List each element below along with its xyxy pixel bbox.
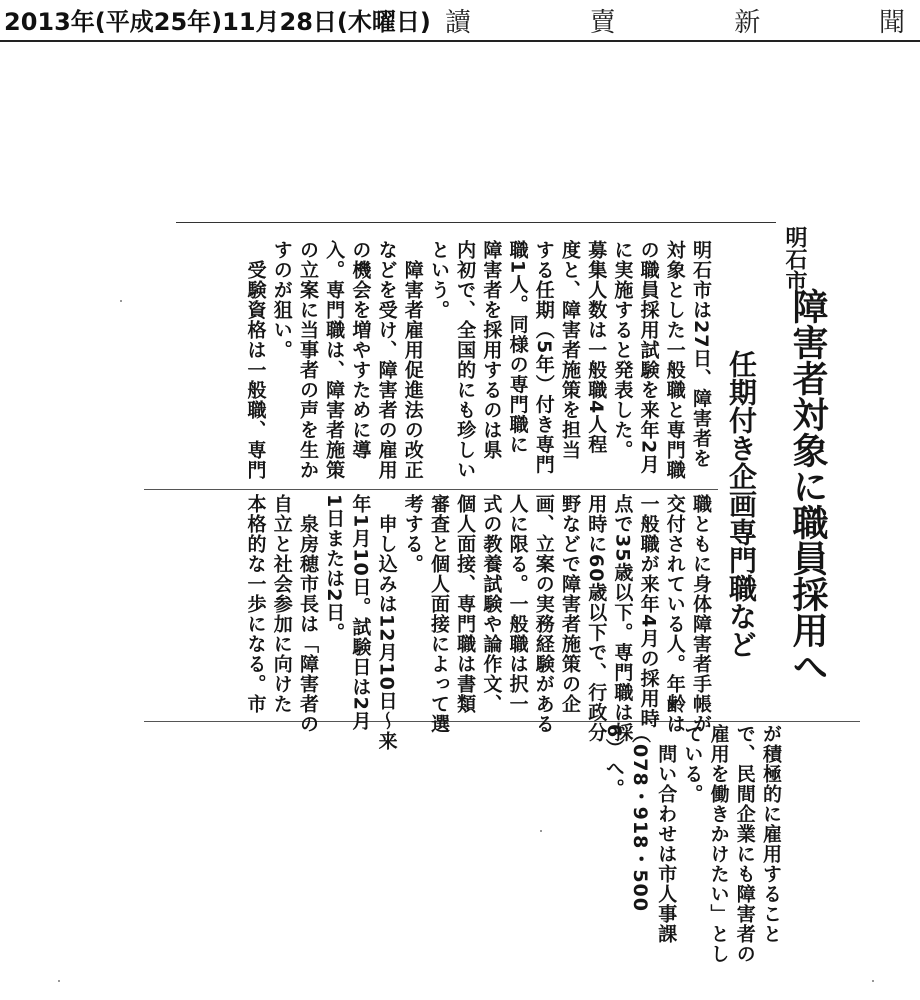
newspaper-name-char: 讀 [444, 8, 471, 38]
dateline [0, 0, 920, 42]
column-divider-rule [144, 489, 718, 490]
article-top-rule [176, 222, 776, 223]
newspaper-name-char: 聞 [878, 8, 905, 38]
publication-date: 2013年(平成25年)11月28日(木曜日) [4, 8, 431, 36]
newspaper-name-char: 賣 [589, 8, 616, 38]
article-headline: 障害者対象に職員採用へ [787, 288, 828, 684]
scan-speck [872, 980, 874, 982]
article-body-lower: が積極的に雇用すること で、民間企業にも障害者の 雇用を働きかけたい」とし ている。 問い合わせは市人事課 （078・918・500 6）へ。 [602, 724, 782, 964]
scan-speck [58, 980, 60, 982]
article-body-upper: 明石市は27日、障害者を 対象とした一般職と専門職 の職員採用試験を来年2月 に実施すると発表した。 募集人数は一般職4人程 度と、障害者施策を担当 する任期（5年）付き専門 職1人。同様の専門職に 障害者を採用するのは県 内初で、全国的にも珍しい という。 障害者雇用促進法の改正 などを受け、障害者の雇用 の機会を増やすために導 入。専門職は、障害者施策 の立案に当事者の声を生か すのが狙い。 受験資格は一般職、専門 [244, 240, 712, 480]
article-place: 明石市 [782, 226, 807, 292]
scan-speck [120, 300, 122, 302]
newspaper-name [440, 2, 910, 38]
article-body-middle: 職ともに身体障害者手帳が 交付されている人。年齢は 一般職が来年4月の採用時 点で35歳以下。専門職は採 用時に60歳以下で、行政分 野などで障害者施策の企 画、立案の実務経験がある 人に限る。一般職は択一 式の教養試験や論作文、 個人面接、専門職は書類 審査と個人面接によって選 考する。 申し込みは12月10日～来 年1月10日。試験日は2月 1日または2日。 泉房穂市長は「障害者の 自立と社会参加に向けた 本格的な一歩になる。市 [244, 494, 712, 751]
scan-speck [540, 830, 542, 832]
newspaper-name-char: 新 [734, 8, 761, 38]
article-subheadline: 任期付き企画専門職など [725, 350, 758, 658]
